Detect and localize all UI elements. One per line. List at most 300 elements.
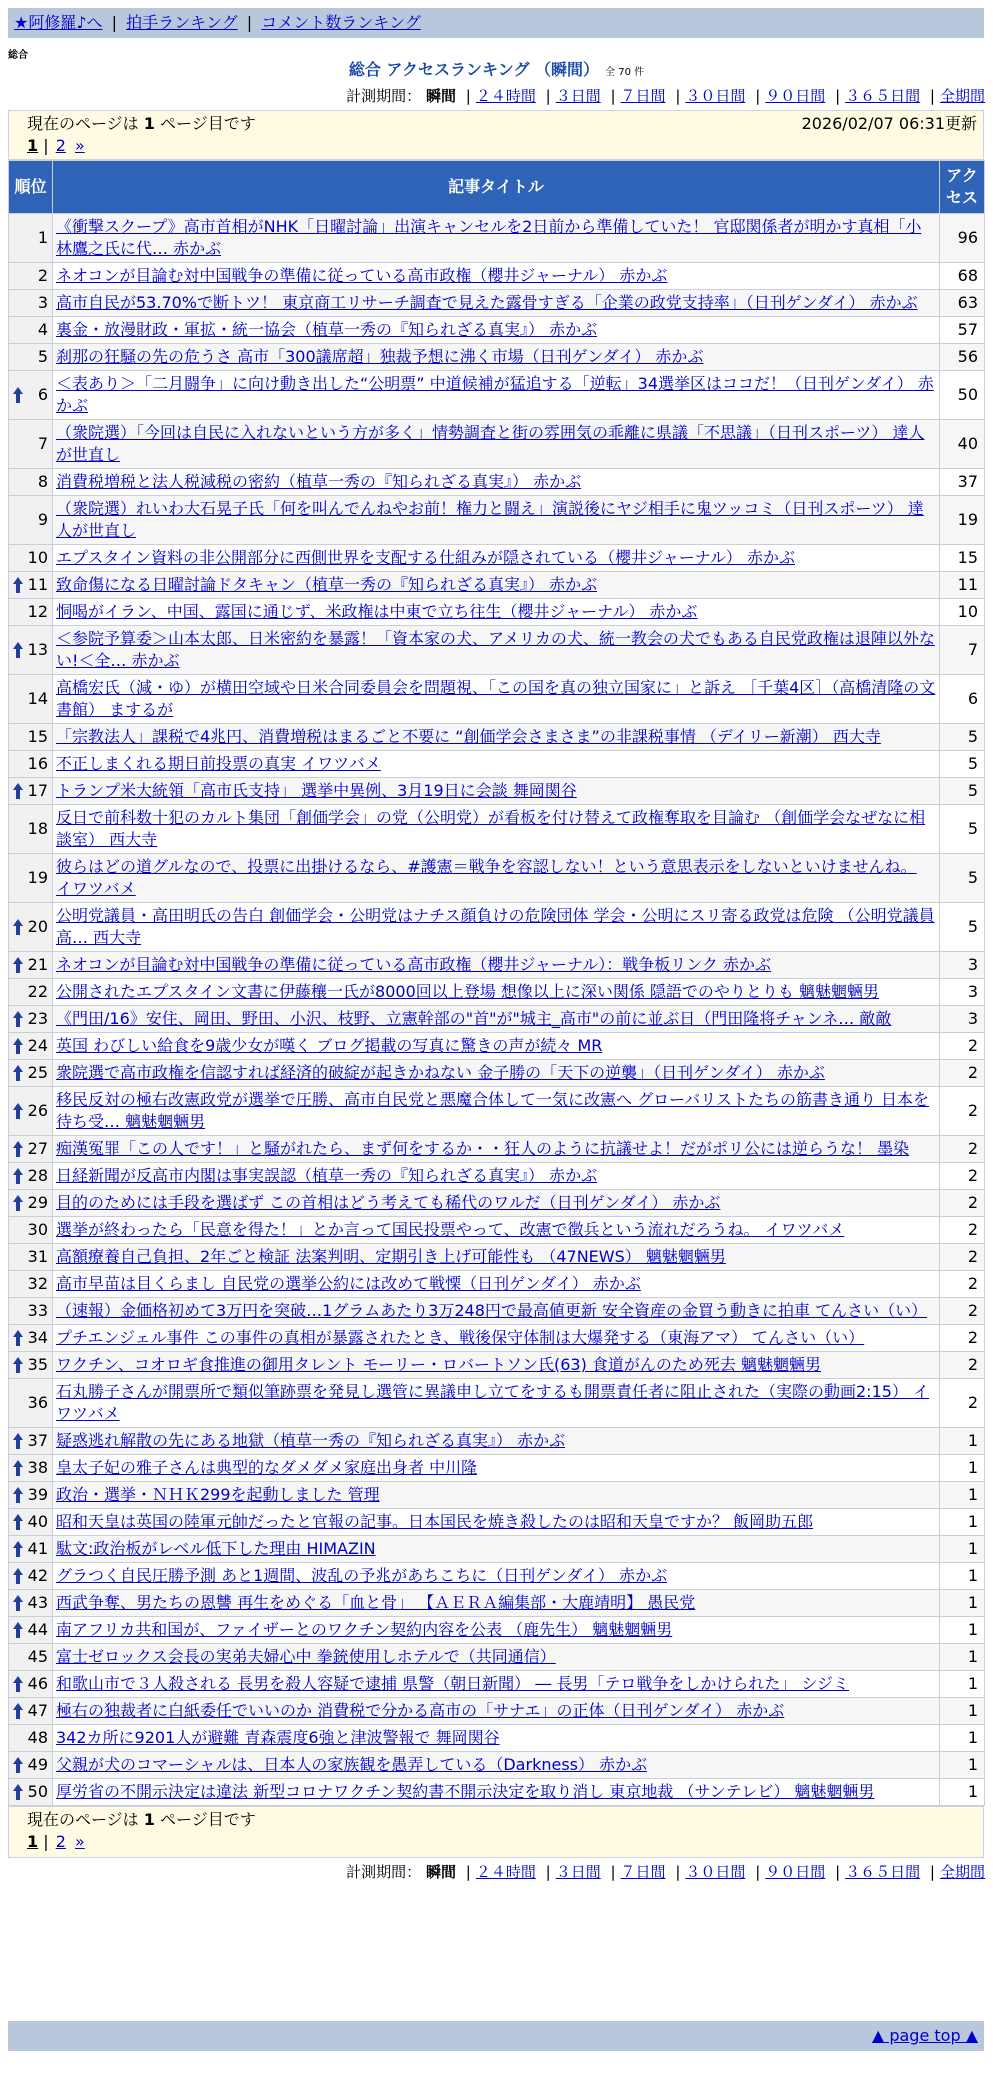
access-count: 3 <box>940 1006 985 1033</box>
rank-number: 35 <box>27 1355 48 1374</box>
rank-cell <box>9 1190 53 1217</box>
period-link-30d-bottom[interactable]: ３０日間 <box>685 1863 746 1881</box>
article-link[interactable]: 公開されたエプスタイン文書に伊藤穰一氏が8000回以上登場 想像以上に深い関係 隠語でのやりとりも 魑魅魍魎男 <box>56 982 880 1001</box>
rank-cell <box>9 1033 53 1060</box>
table-row <box>9 1033 985 1060</box>
rank-number: 31 <box>27 1247 48 1266</box>
page-links-bottom: 1 | 2 » <box>27 1832 85 1851</box>
article-link[interactable]: 裏金・放漫財政・軍拡・統一協会（植草一秀の『知られざる真実』） 赤かぶ <box>56 320 598 339</box>
period-link-3d[interactable]: ３日間 <box>555 87 601 105</box>
rank-cell <box>9 1428 53 1455</box>
access-count: 1 <box>940 1563 985 1590</box>
table-row <box>9 496 985 545</box>
category-label: 総合 <box>8 50 28 61</box>
rank-number: 21 <box>27 955 48 974</box>
article-link[interactable]: 英国 わびしい給食を9歳少女が嘆く ブログ掲載の写真に驚きの声が続々 MR <box>56 1036 603 1055</box>
top-nav-bar <box>8 8 984 38</box>
title-cell <box>53 1590 940 1617</box>
access-count: 1 <box>940 1752 985 1779</box>
period-link-all-bottom[interactable]: 全期間 <box>939 1863 985 1881</box>
rank-cell <box>9 1271 53 1298</box>
article-link[interactable]: 高市自民が53.70%で断トツ！ 東京商工リサーチ調査で見えた露骨すぎる「企業の政党支持率」（日刊ゲンダイ） 赤かぶ <box>56 293 918 312</box>
rank-number: 36 <box>27 1393 48 1412</box>
rank-up-arrow-icon <box>13 783 23 799</box>
rank-number: 43 <box>27 1593 48 1612</box>
access-count: 1 <box>940 1698 985 1725</box>
table-row <box>9 371 985 420</box>
article-link[interactable]: 日経新聞が反高市内閣は事実誤認（植草一秀の『知られざる真実』） 赤かぶ <box>56 1166 598 1185</box>
period-link-3d-bottom[interactable]: ３日間 <box>555 1863 601 1881</box>
rank-number: 46 <box>27 1674 48 1693</box>
rank-cell <box>9 572 53 599</box>
rank-number: 49 <box>27 1755 48 1774</box>
page-title <box>0 60 993 83</box>
rank-cell <box>9 979 53 1006</box>
access-count: 5 <box>940 751 985 778</box>
table-row <box>9 1509 985 1536</box>
rank-cell <box>9 290 53 317</box>
article-link[interactable]: 駄文:政治板がレベル低下した理由 HIMAZIN <box>56 1539 376 1558</box>
title-cell <box>53 675 940 724</box>
article-link[interactable]: 南アフリカ共和国が、ファイザーとのワクチン契約内容を公表 （鹿先生） 魑魅魍魎男 <box>56 1620 673 1639</box>
access-count: 40 <box>940 420 985 469</box>
rank-number: 20 <box>27 917 48 936</box>
article-link[interactable]: 父親が犬のコマーシャルは、日本人の家族観を愚弄している（Darkness） 赤かぶ <box>56 1755 648 1774</box>
rank-cell <box>9 317 53 344</box>
article-link[interactable]: 高市早苗は目くらまし 自民党の選挙公約には改めて戦慄（日刊ゲンダイ） 赤かぶ <box>56 1274 641 1293</box>
ranking-title: 総合 アクセスランキング （瞬間） <box>348 60 600 79</box>
period-link-90d-bottom[interactable]: ９０日間 <box>765 1863 826 1881</box>
period-link-24h[interactable]: ２４時間 <box>475 87 536 105</box>
rank-cell <box>9 1244 53 1271</box>
rank-number: 40 <box>27 1512 48 1531</box>
title-column-header: 記事タイトル <box>53 161 940 214</box>
access-count: 15 <box>940 545 985 572</box>
article-link[interactable]: 和歌山市で３人殺される 長男を殺人容疑で逮捕 県警（朝日新聞） ― 長男「テロ戦争をしかけられた」 シジミ <box>56 1674 850 1693</box>
article-link[interactable]: ネオコンが目論む対中国戦争の準備に従っている高市政権（櫻井ジャーナル） 赤かぶ <box>56 266 668 285</box>
rank-up-arrow-icon <box>13 1487 23 1503</box>
rank-number: 13 <box>27 640 48 659</box>
rank-number: 2 <box>37 266 48 285</box>
access-count: 57 <box>940 317 985 344</box>
article-link[interactable]: 342カ所に9201人が避難 青森震度6強と津波警報で 舞岡関谷 <box>56 1728 500 1747</box>
separator: | <box>246 13 253 32</box>
table-row <box>9 626 985 675</box>
title-cell <box>53 1536 940 1563</box>
title-cell <box>53 420 940 469</box>
article-link[interactable]: 疑惑逃れ解散の先にある地獄（植草一秀の『知られざる真実』） 赤かぶ <box>56 1431 566 1450</box>
rank-up-arrow-icon <box>13 1357 23 1373</box>
article-link[interactable]: 刹那の狂騒の先の危うさ 高市「300議席超」独裁予想に沸く市場（日刊ゲンダイ） 赤かぶ <box>56 347 704 366</box>
table-row <box>9 979 985 1006</box>
article-link[interactable]: グラつく自民圧勝予測 あと1週間、波乱の予兆があちこちに（日刊ゲンダイ） 赤かぶ <box>56 1566 668 1585</box>
table-row <box>9 1136 985 1163</box>
period-link-365d[interactable]: ３６５日間 <box>845 87 921 105</box>
rank-cell <box>9 903 53 952</box>
rank-number: 17 <box>27 781 48 800</box>
access-count: 2 <box>940 1087 985 1136</box>
article-link[interactable]: 厚労省の不開示決定は違法 新型コロナワクチン契約書不開示決定を取り消し 東京地裁 （サンテレビ） 魑魅魍魎男 <box>56 1782 875 1801</box>
access-count: 2 <box>940 1163 985 1190</box>
title-cell <box>53 317 940 344</box>
table-row <box>9 724 985 751</box>
article-link[interactable]: 公明党議員・高田明氏の告白 創価学会・公明党はナチス顔負けの危険団体 学会・公明にスリ寄る政党は危険 （公明党議員 高… 西大寺 <box>56 906 935 947</box>
table-row <box>9 1563 985 1590</box>
table-row <box>9 469 985 496</box>
access-count: 2 <box>940 1352 985 1379</box>
access-count: 5 <box>940 903 985 952</box>
access-count: 68 <box>940 263 985 290</box>
article-link[interactable]: エプスタイン資料の非公開部分に西側世界を支配する仕組みが隠されている（櫻井ジャーナル） 赤かぶ <box>56 548 796 567</box>
ranking-table <box>8 160 985 1806</box>
table-row <box>9 1725 985 1752</box>
title-cell <box>53 1379 940 1428</box>
title-cell <box>53 1779 940 1806</box>
title-cell <box>53 1298 940 1325</box>
rank-number: 27 <box>27 1139 48 1158</box>
title-cell <box>53 344 940 371</box>
rank-number: 50 <box>27 1782 48 1801</box>
rank-cell <box>9 371 53 420</box>
article-link[interactable]: 政治・選挙・ＮＨＫ299を起動しました 管理 <box>56 1485 380 1504</box>
title-cell <box>53 1428 940 1455</box>
table-row <box>9 1455 985 1482</box>
page-2-link-bottom[interactable]: 2 <box>55 1832 66 1851</box>
rank-number: 45 <box>27 1647 48 1666</box>
table-row <box>9 1163 985 1190</box>
table-row <box>9 952 985 979</box>
period-link-all[interactable]: 全期間 <box>939 87 985 105</box>
rank-up-arrow-icon <box>13 1038 23 1054</box>
rank-number: 26 <box>27 1101 48 1120</box>
rank-number: 44 <box>27 1620 48 1639</box>
article-link[interactable]: 消費税増税と法人税減税の密約（植草一秀の『知られざる真実』） 赤かぶ <box>56 472 582 491</box>
article-link[interactable]: 彼らはどの道グルなので、投票に出掛けるなら、#護憲＝戦争を容認しない！という意思表示をしないといけませんね。 イワツバメ <box>56 857 917 898</box>
access-count: 63 <box>940 290 985 317</box>
pager-bottom <box>8 1806 984 1858</box>
article-link[interactable]: ワクチン、コオロギ食推進の御用タレント モーリー・ロバートソン氏(63) 食道がんのため死去 魑魅魍魎男 <box>56 1355 821 1374</box>
page-links: 1 | 2 » <box>27 136 85 155</box>
table-row <box>9 1644 985 1671</box>
article-link[interactable]: 恫喝がイラン、中国、露国に通じず、米政権は中東で立ち往生（櫻井ジャーナル） 赤かぶ <box>56 602 698 621</box>
period-link-365d-bottom[interactable]: ３６５日間 <box>845 1863 921 1881</box>
article-link[interactable]: ＜表あり＞「二月闘争」に向け動き出した“公明票” 中道候補が猛追する「逆転」34選挙区はココだ！（日刊ゲンダイ） 赤かぶ <box>56 374 934 415</box>
table-row <box>9 854 985 903</box>
article-link[interactable]: 「宗教法人」課税で4兆円、消費増税はまるごと不要に “創価学会さまさま”の非課税事情 （デイリー新潮） 西大寺 <box>56 727 881 746</box>
rank-cell <box>9 545 53 572</box>
title-cell <box>53 1509 940 1536</box>
access-count: 6 <box>940 675 985 724</box>
article-link[interactable]: 西武争奪、男たちの恩讐 再生をめぐる「血と骨」 【ＡＥＲＡ編集部・大鹿靖明】 愚民党 <box>56 1593 696 1612</box>
article-link[interactable]: 移民反対の極右改憲政党が選挙で圧勝、高市自民党と悪魔合体して一気に改憲へ グローバリストたちの筋書き通り 日本を待ち受… 魑魅魍魎男 <box>56 1090 930 1131</box>
article-link[interactable]: トランプ米大統領「高市氏支持」 選挙中異例、3月19日に会談 舞岡関谷 <box>56 781 577 800</box>
rank-number: 11 <box>27 575 48 594</box>
table-row <box>9 903 985 952</box>
rank-up-arrow-icon <box>13 577 23 593</box>
table-row <box>9 1352 985 1379</box>
title-cell <box>53 751 940 778</box>
table-row <box>9 1617 985 1644</box>
table-row <box>9 1752 985 1779</box>
rank-number: 16 <box>27 754 48 773</box>
comment-ranking-link[interactable]: コメント数ランキング <box>261 13 421 32</box>
article-link[interactable]: （衆院選）「今回は自民に入れないという方が多く」情勢調査と街の雰囲気の乖離に県議「不思議」（日刊スポーツ） 達人が世直し <box>56 423 925 464</box>
rank-number: 39 <box>27 1485 48 1504</box>
rank-number: 7 <box>37 434 48 453</box>
title-cell <box>53 545 940 572</box>
article-link[interactable]: （衆院選）れいわ大石晃子氏「何を叫んでんねやお前！権力と闘え」演説後にヤジ相手に鬼ツッコミ（日刊スポーツ） 達人が世直し <box>56 499 924 540</box>
rank-up-arrow-icon <box>13 1676 23 1692</box>
period-selector-bottom: 計測期間： 瞬間 | ２４時間 | ３日間 | ７日間 | ３０日間 | ９０日間 | ３６５日間 | 全期間 <box>346 1863 985 1881</box>
rank-up-arrow-icon <box>13 1433 23 1449</box>
table-row <box>9 1698 985 1725</box>
article-link[interactable]: プチエンジェル事件 この事件の真相が暴露されたとき、戦後保守体制は大爆発する（東海アマ） てんさい（い） <box>56 1328 865 1347</box>
rank-up-arrow-icon <box>13 1622 23 1638</box>
separator: | <box>111 13 118 32</box>
table-row <box>9 1536 985 1563</box>
rank-column-header: 順位 <box>9 161 53 214</box>
page-top-link[interactable]: ▲ page top ▲ <box>871 2026 978 2045</box>
rank-cell <box>9 675 53 724</box>
rank-number: 41 <box>27 1539 48 1558</box>
rank-up-arrow-icon <box>13 1141 23 1157</box>
article-link[interactable]: 不正しまくれる期日前投票の真実 イワツバメ <box>56 754 381 773</box>
rank-number: 33 <box>27 1301 48 1320</box>
rank-cell <box>9 1060 53 1087</box>
rank-cell <box>9 1136 53 1163</box>
article-link[interactable]: 《衝撃スクープ》高市首相がNHK「日曜討論」出演キャンセルを2日前から準備していた！ 官邸関係者が明かす真相「小林鷹之氏に代… 赤かぶ <box>56 217 922 258</box>
table-row <box>9 1671 985 1698</box>
period-current: 瞬間 <box>425 87 456 105</box>
rank-cell <box>9 599 53 626</box>
title-cell <box>53 952 940 979</box>
rank-number: 9 <box>37 510 48 529</box>
table-row <box>9 263 985 290</box>
rank-cell <box>9 1163 53 1190</box>
applause-ranking-link[interactable]: 拍手ランキング <box>126 13 238 32</box>
rank-number: 38 <box>27 1458 48 1477</box>
rank-up-arrow-icon <box>13 642 23 658</box>
access-count: 1 <box>940 1428 985 1455</box>
rank-up-arrow-icon <box>13 1103 23 1119</box>
article-link[interactable]: 富士ゼロックス会長の実弟夫婦心中 拳銃使用しホテルで（共同通信） <box>56 1647 556 1666</box>
period-link-7d[interactable]: ７日間 <box>620 87 666 105</box>
rank-number: 32 <box>27 1274 48 1293</box>
title-cell <box>53 1455 940 1482</box>
title-cell <box>53 1217 940 1244</box>
title-cell <box>53 1698 940 1725</box>
access-count: 96 <box>940 214 985 263</box>
rank-up-arrow-icon <box>13 1784 23 1800</box>
rank-cell <box>9 1617 53 1644</box>
article-link[interactable]: 衆院選で高市政権を信認すれば経済的破綻が起きかねない 金子勝の「天下の逆襲」（日刊ゲンダイ） 赤かぶ <box>56 1063 825 1082</box>
rank-number: 5 <box>37 347 48 366</box>
rank-number: 24 <box>27 1036 48 1055</box>
rank-cell <box>9 1752 53 1779</box>
table-row <box>9 317 985 344</box>
rank-number: 23 <box>27 1009 48 1028</box>
rank-number: 8 <box>37 472 48 491</box>
period-label: 計測期間： <box>346 87 422 105</box>
next-page-link-bottom[interactable]: » <box>74 1832 85 1851</box>
total-count: 全 70 件 <box>605 67 645 78</box>
rank-cell <box>9 778 53 805</box>
rank-up-arrow-icon <box>13 1065 23 1081</box>
bottom-bar <box>8 2021 984 2051</box>
rank-cell <box>9 751 53 778</box>
rank-up-arrow-icon <box>13 957 23 973</box>
period-link-90d[interactable]: ９０日間 <box>765 87 826 105</box>
rank-cell <box>9 1455 53 1482</box>
access-count: 7 <box>940 626 985 675</box>
rank-cell <box>9 1352 53 1379</box>
rank-cell <box>9 724 53 751</box>
article-link[interactable]: 致命傷になる日曜討論ドタキャン（植草一秀の『知られざる真実』） 赤かぶ <box>56 575 598 594</box>
title-cell <box>53 469 940 496</box>
ranking-rows <box>9 214 985 1806</box>
rank-number: 25 <box>27 1063 48 1082</box>
rank-cell <box>9 1779 53 1806</box>
title-cell <box>53 1644 940 1671</box>
rank-cell <box>9 805 53 854</box>
article-link[interactable]: 《門田/16》安住、岡田、野田、小沢、枝野、立憲幹部の"首"が"城主_高市"の前に並ぶ日（門田隆将チャンネ… 敵敵 <box>56 1009 892 1028</box>
table-row <box>9 1271 985 1298</box>
rank-cell <box>9 1536 53 1563</box>
access-count: 1 <box>940 1671 985 1698</box>
page-number: 1 <box>143 114 155 133</box>
article-link[interactable]: 石丸勝子さんが開票所で類似筆跡票を発見し選管に異議申し立てをするも開票責任者に阻止された（実際の動画2:15） イワツバメ <box>56 1382 930 1423</box>
access-count: 1 <box>940 1644 985 1671</box>
article-link[interactable]: 高額療養自己負担、2年ごと検証 法案判明、定期引き上げ可能性も （47NEWS） 魑魅魍魎男 <box>56 1247 726 1266</box>
title-cell <box>53 979 940 1006</box>
article-link[interactable]: 目的のためには手段を選ばず この首相はどう考えても稀代のワルだ（日刊ゲンダイ） 赤かぶ <box>56 1193 721 1212</box>
table-row <box>9 290 985 317</box>
article-link[interactable]: 皇太子妃の雅子さんは典型的なダメダメ家庭出身者 中川隆 <box>56 1458 478 1477</box>
rank-number: 4 <box>37 320 48 339</box>
table-row <box>9 1244 985 1271</box>
rank-cell <box>9 420 53 469</box>
rank-number: 30 <box>27 1220 48 1239</box>
rank-cell <box>9 1087 53 1136</box>
rank-number: 15 <box>27 727 48 746</box>
page-1-current: 1 <box>27 136 39 155</box>
access-count: 2 <box>940 1033 985 1060</box>
article-link[interactable]: 極右の独裁者に白紙委任でいいのか 消費税で分かる高市の「サナエ」の正体（日刊ゲンダイ） 赤かぶ <box>56 1701 785 1720</box>
rank-cell <box>9 1590 53 1617</box>
rank-number: 48 <box>27 1728 48 1747</box>
rank-cell <box>9 496 53 545</box>
table-row <box>9 675 985 724</box>
rank-cell <box>9 1217 53 1244</box>
rank-cell <box>9 1698 53 1725</box>
asyura-home-link[interactable]: ★阿修羅♪へ <box>14 13 103 32</box>
access-count: 1 <box>940 1590 985 1617</box>
count-column-header: アクセス <box>940 161 985 214</box>
article-link[interactable]: 痴漢冤罪「この人です！」と騒がれたら、まず何をするか・・狂人のように抗議せよ！だがポリ公には逆らうな！ 墨染 <box>56 1139 910 1158</box>
rank-cell <box>9 1298 53 1325</box>
rank-cell <box>9 1482 53 1509</box>
title-cell <box>53 854 940 903</box>
access-count: 2 <box>940 1271 985 1298</box>
access-count: 10 <box>940 599 985 626</box>
table-row <box>9 1006 985 1033</box>
title-cell <box>53 1352 940 1379</box>
article-link[interactable]: （速報）金価格初めて3万円を突破…1グラムあたり3万248円で最高値更新 安全資産の金買う動きに拍車 てんさい（い） <box>56 1301 928 1320</box>
table-row <box>9 1190 985 1217</box>
table-row <box>9 1325 985 1352</box>
article-link[interactable]: ＜参院予算委＞山本太郎、日米密約を暴露！「資本家の犬、アメリカの犬、統一教会の犬でもある自民党政権は退陣以外ない!＜全… 赤かぶ <box>56 629 935 670</box>
title-cell <box>53 1325 940 1352</box>
table-row <box>9 778 985 805</box>
updated-timestamp: 2026/02/07 06:31更新 <box>801 114 977 133</box>
rank-up-arrow-icon <box>13 1195 23 1211</box>
table-row <box>9 344 985 371</box>
title-cell <box>53 1006 940 1033</box>
article-link[interactable]: 反日で前科数十犯のカルト集団「創価学会」の党（公明党）が看板を付け替えて政権奪取を目論む （創価学会なぜなに相談室） 西大寺 <box>56 808 926 849</box>
rank-up-arrow-icon <box>13 1568 23 1584</box>
title-cell <box>53 1671 940 1698</box>
access-count: 5 <box>940 778 985 805</box>
access-count: 1 <box>940 1455 985 1482</box>
period-link-30d[interactable]: ３０日間 <box>685 87 746 105</box>
period-current-bottom: 瞬間 <box>425 1863 456 1881</box>
page-info: 現在のページは 1 ページ目です <box>27 114 256 133</box>
rank-cell <box>9 626 53 675</box>
table-row <box>9 1379 985 1428</box>
period-link-24h-bottom[interactable]: ２４時間 <box>475 1863 536 1881</box>
access-count: 11 <box>940 572 985 599</box>
rank-number: 42 <box>27 1566 48 1585</box>
access-count: 37 <box>940 469 985 496</box>
rank-number: 22 <box>27 982 48 1001</box>
title-cell <box>53 626 940 675</box>
article-link[interactable]: ネオコンが目論む対中国戦争の準備に従っている高市政権（櫻井ジャーナル）：戦争板リンク 赤かぶ <box>56 955 772 974</box>
article-link[interactable]: 高橋宏氏（減・ゆ）が横田空域や日米合同委員会を問題視、「この国を真の独立国家に」と訴え ［千葉4区］（高橋清隆の文書館） まするが <box>56 678 936 719</box>
page-2-link[interactable]: 2 <box>55 136 66 155</box>
title-cell <box>53 1033 940 1060</box>
rank-cell <box>9 1725 53 1752</box>
article-link[interactable]: 昭和天皇は英国の陸軍元帥だったと官報の記事。日本国民を焼き殺したのは昭和天皇ですか？ 飯岡助五郎 <box>56 1512 814 1531</box>
access-count: 2 <box>940 1298 985 1325</box>
access-count: 1 <box>940 1779 985 1806</box>
access-count: 1 <box>940 1536 985 1563</box>
title-cell <box>53 214 940 263</box>
table-row <box>9 1217 985 1244</box>
table-row <box>9 751 985 778</box>
access-count: 2 <box>940 1060 985 1087</box>
rank-number: 29 <box>27 1193 48 1212</box>
rank-cell <box>9 1006 53 1033</box>
period-link-7d-bottom[interactable]: ７日間 <box>620 1863 666 1881</box>
rank-number: 47 <box>27 1701 48 1720</box>
rank-cell <box>9 263 53 290</box>
access-count: 1 <box>940 1509 985 1536</box>
rank-up-arrow-icon <box>13 1595 23 1611</box>
title-cell <box>53 1617 940 1644</box>
title-cell <box>53 1752 940 1779</box>
rank-cell <box>9 1379 53 1428</box>
title-cell <box>53 903 940 952</box>
page-1-current-bottom: 1 <box>27 1832 39 1851</box>
table-row <box>9 1087 985 1136</box>
pager-top <box>8 110 984 160</box>
title-cell <box>53 724 940 751</box>
article-link[interactable]: 選挙が終わったら「民意を得た！」とか言って国民投票やって、改憲で徴兵という流れだろうね。 イワツバメ <box>56 1220 845 1239</box>
rank-number: 28 <box>27 1166 48 1185</box>
next-page-link[interactable]: » <box>74 136 85 155</box>
title-cell <box>53 290 940 317</box>
table-row <box>9 214 985 263</box>
